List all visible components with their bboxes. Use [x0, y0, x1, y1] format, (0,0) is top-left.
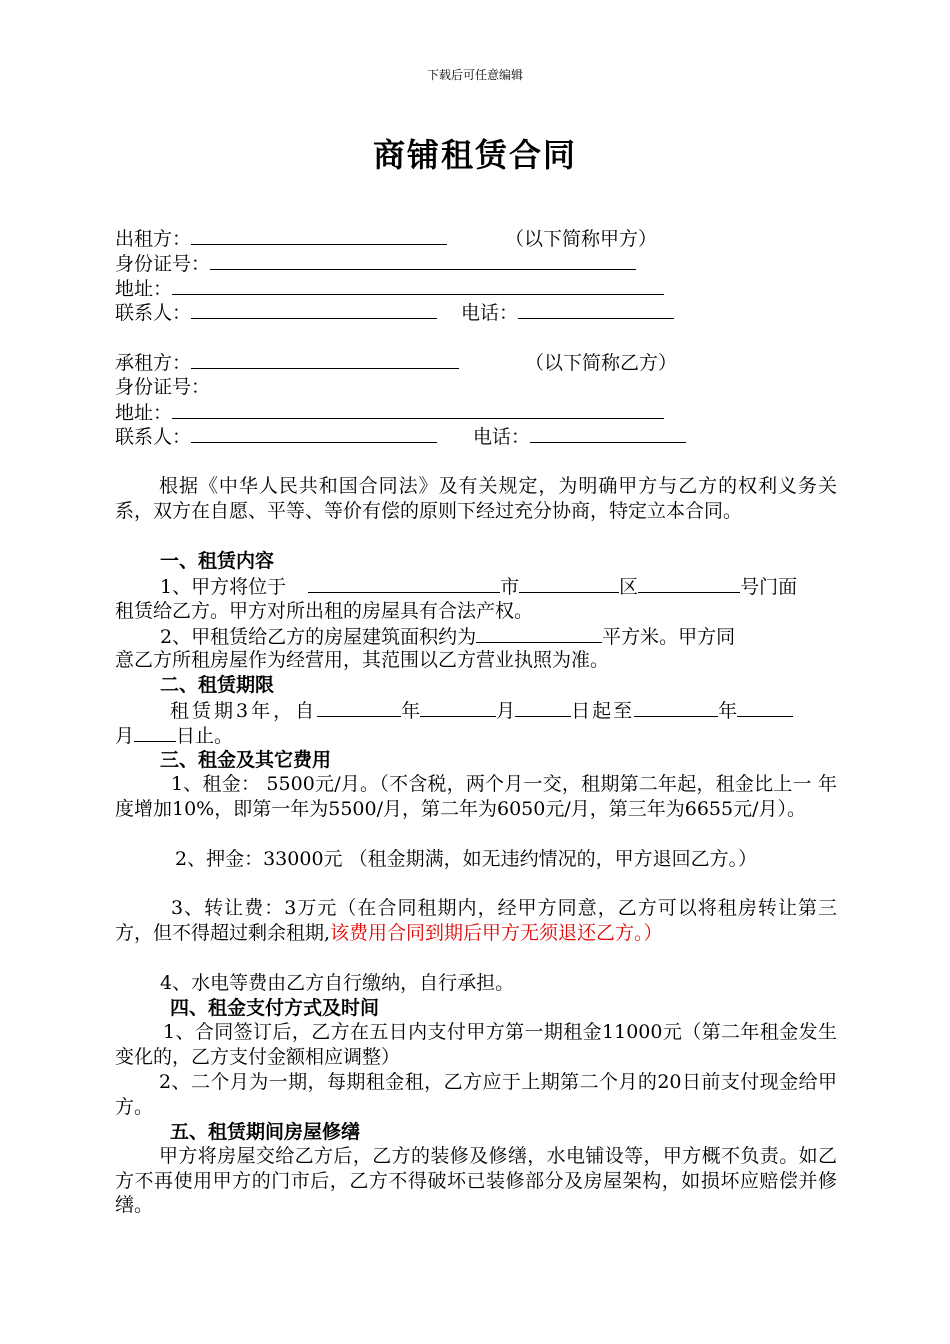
lessee-contact-field[interactable]	[191, 424, 437, 443]
s2-end-year-field[interactable]	[634, 698, 718, 717]
lessee-label: 承租方：	[115, 352, 192, 374]
s3-transfer-note: 该费用合同到期后甲方无须退还乙方。）	[330, 921, 663, 944]
section-4-heading: 四、租金支付方式及时间	[170, 997, 380, 1019]
s1-city-field[interactable]	[519, 574, 619, 593]
header-note: 下载后可任意编辑	[426, 68, 523, 82]
lessor-phone-field[interactable]	[518, 300, 674, 319]
s3-transfer: 3、转让费：3万元（在合同租期内，经甲方同意，乙方可以将租房转让第三方，但不得超过剩余租期,该费用合同到期后甲方无须退还乙方。）	[115, 897, 837, 944]
s2-start-day-field[interactable]	[515, 698, 571, 717]
s3-utilities: 4、水电等费由乙方自行缴纳，自行承担。	[160, 972, 515, 994]
s1-district-field[interactable]	[638, 574, 740, 593]
s4-p1: 1、合同签订后，乙方在五日内支付甲方第一期租金11000元（第二年租金发生变化的，乙方支付金额相应调整）	[115, 1021, 837, 1068]
lessee-id-label: 身份证号：	[115, 376, 211, 398]
lessor-phone-label: 电话：	[461, 302, 519, 324]
s2-end-month-blank[interactable]	[737, 698, 793, 717]
s5-p1: 甲方将房屋交给乙方后，乙方的装修及修缮，水电铺设等，甲方概不负责。如乙方不再使用甲方的门市后，乙方不得破坏已装修部分及房屋架构，如损坏应赔偿并修缮。	[115, 1145, 837, 1217]
s1-item2-line1: 2、甲租赁给乙方的房屋建筑面积约为 平方米。甲方同	[160, 626, 736, 648]
s1-item1-line2: 租赁给乙方。甲方对所出租的房屋具有合法产权。	[115, 600, 534, 622]
lessor-id-field[interactable]	[210, 251, 636, 270]
lessor-label: 出租方：	[115, 228, 192, 250]
lessor-name-field[interactable]	[191, 226, 447, 245]
s1-location-field[interactable]	[308, 574, 500, 593]
lessor-address-label: 地址：	[115, 278, 173, 300]
section-3-heading: 三、租金及其它费用	[160, 749, 332, 771]
lessor-id-row	[115, 251, 636, 276]
lessee-phone-field[interactable]	[530, 424, 686, 443]
s1-item1-line1: 1、甲方将位于 市 区 号门面	[160, 576, 798, 598]
section-2-heading: 二、租赁期限	[160, 674, 275, 696]
s2-line2: 月 日止。	[115, 725, 234, 747]
lessee-contact-row	[115, 424, 686, 449]
lessor-contact-field[interactable]	[191, 300, 437, 319]
s4-p2: 2、二个月为一期，每期租金租，乙方应于上期第二个月的20日前支付现金给甲方。	[115, 1071, 837, 1118]
lessor-address-field[interactable]	[172, 276, 664, 295]
s1-item2-line2: 意乙方所租房屋作为经营用，其范围以乙方营业执照为准。	[115, 649, 610, 671]
lessee-id-row	[115, 375, 210, 399]
section-5-heading: 五、租赁期间房屋修缮	[170, 1121, 361, 1143]
s3-deposit: 2、押金：33000元 （租金期满，如无违约情况的，甲方退回乙方。）	[175, 848, 758, 870]
lessee-name-field[interactable]	[191, 350, 459, 369]
lessee-address-field[interactable]	[172, 400, 664, 419]
lessee-address-row	[115, 400, 664, 425]
lessor-row	[115, 226, 657, 251]
section-1-heading: 一、租赁内容	[160, 550, 275, 572]
lessor-alias: （以下简称甲方）	[505, 228, 658, 250]
s2-start-year-field[interactable]	[317, 698, 401, 717]
lessee-address-label: 地址：	[115, 402, 173, 424]
lessor-id-label: 身份证号：	[115, 253, 211, 275]
intro-paragraph: 根据《中华人民共和国合同法》及有关规定，为明确甲方与乙方的权利义务关系，双方在自愿、平等、等价有偿的原则下经过充分协商，特定立本合同。	[115, 475, 837, 522]
lessee-alias: （以下简称乙方）	[525, 352, 678, 374]
s2-line1: 租赁期3年，自 年 月 日起至 年	[170, 698, 793, 723]
s2-start-month-field[interactable]	[420, 698, 496, 717]
lessee-row	[115, 350, 677, 375]
page-title: 商铺租赁合同	[372, 136, 577, 174]
s2-end-day-field[interactable]	[134, 723, 176, 742]
lessor-contact-row	[115, 300, 674, 325]
lessee-phone-label: 电话：	[473, 426, 531, 448]
lessor-address-row	[115, 276, 664, 301]
lessee-contact-label: 联系人：	[115, 426, 192, 448]
s1-area-field[interactable]	[476, 624, 602, 643]
s3-rent: 1、租金： 5500元/月。（不含税，两个月一交，租期第二年起，租金比上一 年度增加10%，即第一年为5500/月，第二年为6050元/月，第三年为6655元/月）。	[115, 773, 837, 820]
lessor-contact-label: 联系人：	[115, 302, 192, 324]
